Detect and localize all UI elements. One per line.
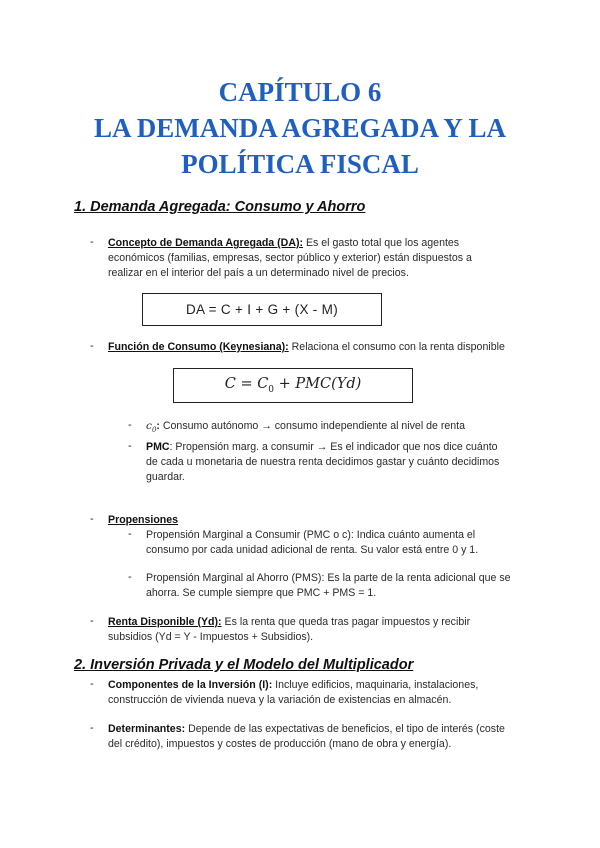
determinantes-text-2: del crédito), impuestos y costes de producción (mano de obra y energía). xyxy=(108,738,452,750)
concepto-da-item xyxy=(108,236,528,281)
determinantes-label: Determinantes: xyxy=(108,723,186,735)
bullet-dash: - xyxy=(90,513,94,525)
bullet-dash: - xyxy=(90,236,94,248)
pmc-item xyxy=(146,440,536,485)
section-2-heading: 2. Inversión Privada y el Modelo del Multiplicador xyxy=(74,657,414,673)
pmc-definition-2: consumo por cada unidad adicional de renta. Su valor está entre 0 y 1. xyxy=(146,544,479,556)
bullet-dash: - xyxy=(128,571,132,583)
funcion-consumo-text: Relaciona el consumo con la renta disponible xyxy=(288,341,505,353)
bullet-dash: - xyxy=(128,440,132,452)
renta-disponible-item xyxy=(108,615,470,645)
c0-symbol-sub: 0 xyxy=(151,426,157,435)
chapter-title xyxy=(0,74,600,182)
pms-definition-1: Propensión Marginal al Ahorro (PMS): Es la parte de la renta adicional que se xyxy=(146,572,511,584)
concepto-da-label: Concepto de Demanda Agregada (DA): xyxy=(108,237,304,249)
c0-symbol xyxy=(146,420,157,435)
c0-item xyxy=(146,419,465,438)
formula-da-box xyxy=(142,293,382,326)
concepto-da-text-1: Es el gasto total que los agentes xyxy=(303,237,460,249)
formula-consumo-sub: 0 xyxy=(268,384,275,395)
determinantes-item xyxy=(108,722,505,752)
bullet-dash: - xyxy=(128,528,132,540)
bullet-dash: - xyxy=(90,615,94,627)
componentes-text-2: construcción de vivienda nueva y la variación de existencias en almacén. xyxy=(108,694,452,706)
bullet-dash: - xyxy=(90,722,94,734)
componentes-text-1: Incluye edificios, maquinaria, instalaciones, xyxy=(272,679,479,691)
bullet-dash: - xyxy=(90,340,94,352)
propensiones-label xyxy=(108,513,178,528)
bullet-dash: - xyxy=(90,678,94,690)
renta-disponible-label: Renta Disponible (Yd): xyxy=(108,616,222,628)
section-1-heading: 1. Demanda Agregada: Consumo y Ahorro xyxy=(74,199,366,215)
determinantes-text-1: Depende de las expectativas de beneficios, el tipo de interés (coste xyxy=(185,723,505,735)
pmc-label: PMC xyxy=(146,441,170,453)
pms-definition-2: ahorra. Se cumple siempre que PMC + PMS = 1. xyxy=(146,587,377,599)
pmc-definition-1: Propensión Marginal a Consumir (PMC o c): Indica cuánto aumenta el xyxy=(146,529,476,541)
chapter-title-line-1: CAPÍTULO 6 xyxy=(218,77,382,107)
concepto-da-text-3: realizar en el interior del país a un determinado nivel de precios. xyxy=(108,267,409,279)
formula-consumo-box xyxy=(173,368,413,403)
c0-symbol-letter: c xyxy=(146,420,152,432)
chapter-title-line-2: LA DEMANDA AGREGADA Y LA xyxy=(93,113,507,143)
formula-consumo xyxy=(225,376,362,395)
bullet-dash: - xyxy=(128,419,132,431)
c0-colon: : xyxy=(156,420,160,432)
pmc-text-1: : Propensión marg. a consumir → Es el indicador que nos dice cuánto xyxy=(169,441,498,453)
renta-disponible-text-1: Es la renta que queda tras pagar impuestos y recibir xyxy=(221,616,471,628)
formula-consumo-rhs: + PMC(Yd) xyxy=(274,376,362,393)
componentes-label: Componentes de la Inversión (I): xyxy=(108,679,273,691)
componentes-item xyxy=(108,678,478,708)
c0-text: Consumo autónomo → consumo independiente al nivel de renta xyxy=(159,420,465,432)
formula-da: DA = C + I + G + (X - M) xyxy=(186,302,338,317)
pmc-text-2: de cada u monetaria de nuestra renta decidimos gastar y cuánto decidimos xyxy=(146,456,500,468)
formula-consumo-lhs: C = C xyxy=(224,376,269,393)
funcion-consumo-label: Función de Consumo (Keynesiana): xyxy=(108,341,289,353)
concepto-da-text-2: económicos (familias, empresas, sector público y exterior) están dispuestos a xyxy=(108,252,472,264)
chapter-title-line-3: POLÍTICA FISCAL xyxy=(181,149,419,179)
pmc-text-3: guardar. xyxy=(146,471,185,483)
pmc-definition xyxy=(146,528,478,558)
pms-definition xyxy=(146,571,511,601)
renta-disponible-text-2: subsidios (Yd = Y - Impuestos + Subsidios). xyxy=(108,631,314,643)
funcion-consumo-item xyxy=(108,340,505,355)
propensiones-label-text: Propensiones xyxy=(108,514,179,526)
